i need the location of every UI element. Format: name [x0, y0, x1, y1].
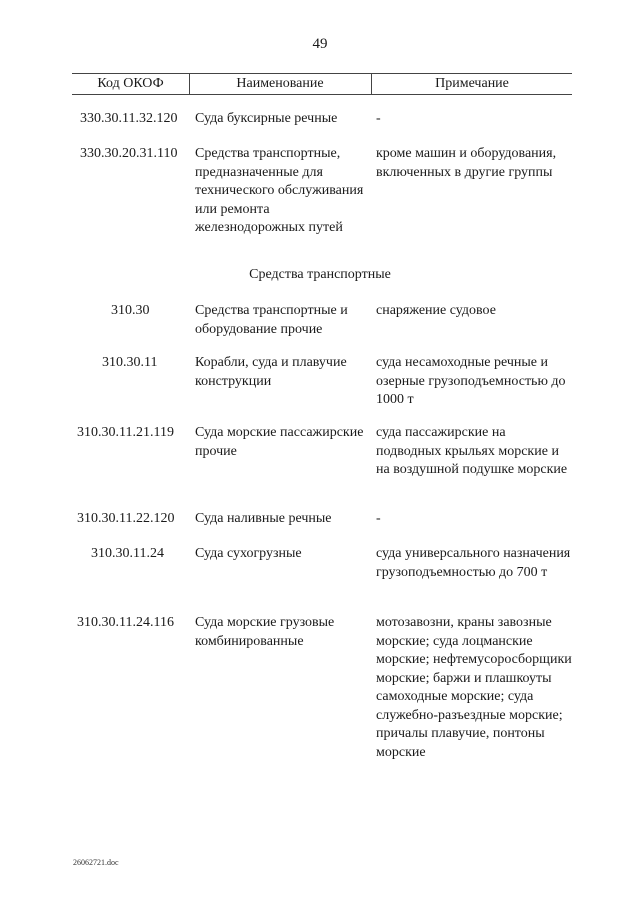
header-code: Код ОКОФ — [97, 76, 164, 91]
file-name-footer: 26062721.doc — [73, 858, 119, 867]
item-name: Суда наливные речные — [195, 511, 332, 526]
item-name: Средства транспортные, предназначенные для технического обслуживания или ремонта железнодорожных путей — [195, 146, 364, 235]
page-number: 49 — [312, 36, 328, 52]
okof-code: 310.30.11 — [102, 355, 158, 370]
header-note: Примечание — [435, 76, 509, 91]
item-name: Корабли, суда и плавучие конструкции — [195, 355, 347, 389]
item-note: суда несамоходные речные и озерные грузоподъемностью до 1000 т — [376, 355, 566, 407]
okof-code: 330.30.20.31.110 — [80, 146, 178, 161]
item-note: суда универсального назначения грузоподъемностью до 700 т — [376, 546, 571, 580]
item-note: - — [376, 111, 381, 126]
item-note: - — [376, 511, 381, 526]
header-name: Наименование — [236, 76, 324, 91]
item-name: Суда буксирные речные — [195, 111, 338, 126]
item-name: Суда морские грузовые комбинированные — [195, 615, 335, 649]
item-note: кроме машин и оборудования, включенных в другие группы — [376, 146, 557, 180]
item-note: мотозавозни, краны завозные морские; суда лоцманские морские; нефтемусоросборщики морские; баржи и плашкоуты самоходные морские; суда служебно-разъездные морские; причалы плавучие, понтоны морские — [376, 615, 572, 760]
header-bottom-rule — [72, 94, 572, 95]
header-top-rule — [72, 73, 572, 74]
okof-code: 310.30.11.24 — [91, 546, 164, 561]
okof-code: 330.30.11.32.120 — [80, 111, 178, 126]
item-name: Суда сухогрузные — [195, 546, 302, 561]
okof-code: 310.30.11.24.116 — [77, 615, 174, 630]
item-note: суда пассажирские на подводных крыльях морские и на воздушной подушке морские — [376, 425, 568, 477]
okof-code: 310.30 — [111, 303, 150, 318]
okof-code: 310.30.11.22.120 — [77, 511, 175, 526]
item-name: Суда морские пассажирские прочие — [195, 425, 364, 459]
okof-code: 310.30.11.21.119 — [77, 425, 174, 440]
item-name: Средства транспортные и оборудование прочие — [195, 303, 348, 337]
item-note: снаряжение судовое — [376, 303, 496, 318]
section-heading: Средства транспортные — [249, 267, 391, 282]
